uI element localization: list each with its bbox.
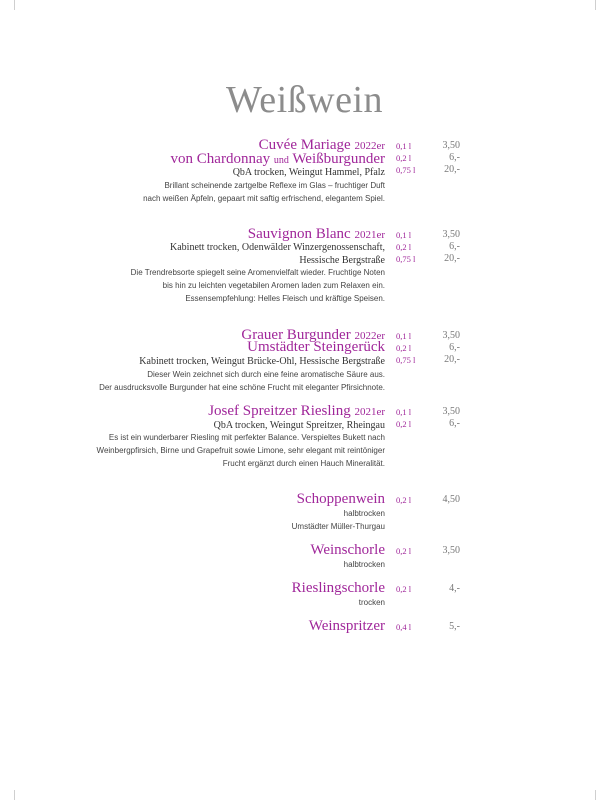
drink-subtext: Umstädter Müller-Thurgau xyxy=(291,522,385,531)
drink-price: 5,- xyxy=(449,621,460,632)
wine-name-text: Josef Spreitzer Riesling xyxy=(208,403,355,419)
wine-text: Die Trendrebsorte spiegelt seine Aromenvielfalt wieder. Fruchtige Noten xyxy=(130,268,385,277)
wine-price: 20,- xyxy=(444,164,460,175)
wine-text: Es ist ein wunderbarer Riesling mit perfekter Balance. Verspieltes Bukett nach xyxy=(108,433,385,442)
wine-text: Frucht ergänzt durch einen Hauch Mineralität. xyxy=(222,459,385,468)
wine-description: Hessische Bergstraße xyxy=(299,255,385,266)
wine-price: 6,- xyxy=(449,418,460,429)
drink-price: 3,50 xyxy=(442,545,460,556)
drink-volume: 0,2 l xyxy=(396,546,412,556)
wine-price: 20,- xyxy=(444,253,460,264)
wine-price: 6,- xyxy=(449,152,460,163)
wine-text: Weinbergpfirsich, Birne und Grapefruit sowie Limone, sehr elegant mit reintöniger xyxy=(96,446,385,455)
wine-name xyxy=(248,227,385,242)
wine-price: 3,50 xyxy=(442,406,460,417)
wine-vintage: 2022er xyxy=(354,140,385,152)
drink-name: Rieslingschorle xyxy=(291,580,385,596)
wine-price: 3,50 xyxy=(442,330,460,341)
wine-volume: 0,75 l xyxy=(396,165,416,175)
wine-name-text: Umstädter Steingerück xyxy=(247,339,385,355)
crop-mark xyxy=(14,790,15,800)
wine-vintage: 2021er xyxy=(354,229,385,241)
wine-text: Brillant scheinende zartgelbe Reflexe im Glas – fruchtiger Duft xyxy=(164,181,385,190)
wine-volume: 0,2 l xyxy=(396,242,412,252)
drink-name: Weinspritzer xyxy=(308,618,385,634)
wine-name-text: Sauvignon Blanc xyxy=(247,226,355,242)
drink-volume: 0,2 l xyxy=(396,495,412,505)
wine-volume: 0,1 l xyxy=(396,407,412,417)
wine-volume: 0,1 l xyxy=(396,331,412,341)
wine-name-text: Weißburgunder xyxy=(288,151,385,167)
wine-volume: 0,2 l xyxy=(396,343,412,353)
wine-name xyxy=(208,404,385,419)
drink-name: Schoppenwein xyxy=(296,491,385,507)
wine-description: Kabinett trocken, Weingut Brücke-Ohl, Hessische Bergstraße xyxy=(139,356,385,367)
wine-volume: 0,1 l xyxy=(396,141,412,151)
crop-mark xyxy=(595,0,596,10)
drink-volume: 0,4 l xyxy=(396,622,412,632)
page-title: Weißwein xyxy=(225,79,384,121)
drink-price: 4,50 xyxy=(442,494,460,505)
wine-price: 3,50 xyxy=(442,229,460,240)
wine-description: QbA trocken, Weingut Hammel, Pfalz xyxy=(232,167,385,178)
wine-price: 3,50 xyxy=(442,140,460,151)
wine-price: 6,- xyxy=(449,342,460,353)
drink-name: Weinschorle xyxy=(310,542,385,558)
wine-name-text: Cuvée Mariage xyxy=(258,137,355,153)
wine-volume: 0,2 l xyxy=(396,153,412,163)
drink-price: 4,- xyxy=(449,583,460,594)
drink-subtext: halbtrocken xyxy=(343,560,385,569)
wine-volume: 0,75 l xyxy=(396,355,416,365)
wine-description: Kabinett trocken, Odenwälder Winzergenossenschaft, xyxy=(170,242,385,253)
wine-text: Essensempfehlung: Helles Fleisch und kräftige Speisen. xyxy=(185,294,385,303)
wine-name-text: von Chardonnay xyxy=(170,151,274,167)
crop-mark xyxy=(14,0,15,10)
wine-price: 20,- xyxy=(444,354,460,365)
wine-text: Dieser Wein zeichnet sich durch eine feine aromatische Säure aus. xyxy=(147,370,385,379)
drink-subtext: halbtrocken xyxy=(343,509,385,518)
wine-text: bis hin zu leichten vegetabilen Aromen laden zum Relaxen ein. xyxy=(162,281,385,290)
wine-name-conjunction: und xyxy=(273,155,289,166)
wine-description: QbA trocken, Weingut Spreitzer, Rheingau xyxy=(213,420,385,431)
drink-subtext: trocken xyxy=(358,598,385,607)
wine-vintage: 2022er xyxy=(354,330,385,342)
wine-volume: 0,2 l xyxy=(396,419,412,429)
wine-volume: 0,75 l xyxy=(396,254,416,264)
wine-name-text: Grauer Burgunder xyxy=(241,327,355,343)
wine-price: 6,- xyxy=(449,241,460,252)
wine-text: nach weißen Äpfeln, gepaart mit saftig erfrischend, elegantem Spiel. xyxy=(143,194,385,203)
crop-mark xyxy=(595,790,596,800)
wine-name-line2 xyxy=(247,340,385,354)
wine-vintage: 2021er xyxy=(354,406,385,418)
drink-volume: 0,2 l xyxy=(396,584,412,594)
wine-text: Der ausdrucksvolle Burgunder hat eine schöne Frucht mit eleganter Pfirsichnote. xyxy=(99,383,385,392)
wine-volume: 0,1 l xyxy=(396,230,412,240)
